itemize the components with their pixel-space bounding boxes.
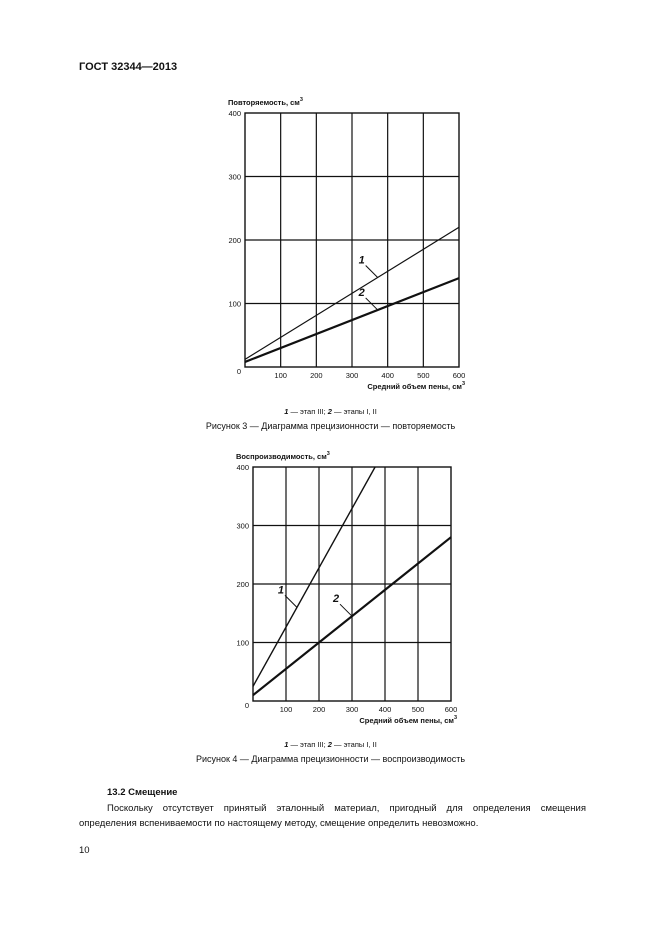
legend-series-2-number: 2 bbox=[327, 407, 332, 416]
origin-label: 0 bbox=[236, 367, 241, 376]
x-tick-label: 500 bbox=[417, 371, 430, 380]
x-tick-label: 400 bbox=[378, 705, 392, 714]
x-tick-label: 500 bbox=[411, 705, 425, 714]
x-tick-label: 200 bbox=[312, 705, 326, 714]
legend-series-1-text: — этап III; bbox=[288, 740, 328, 749]
y-axis-label-text: Воспроизводимость, см bbox=[236, 452, 327, 461]
x-axis-label-superscript: 3 bbox=[461, 381, 465, 387]
y-axis-label bbox=[236, 451, 330, 461]
legend-series-2-number: 2 bbox=[327, 740, 332, 749]
y-axis-label-text: Повторяемость, см bbox=[228, 98, 300, 107]
x-axis-label bbox=[359, 715, 457, 725]
x-tick-label: 100 bbox=[279, 705, 293, 714]
section-paragraph: Поскольку отсутствует принятый эталонный материал, пригодный для определения смещения определения вспениваемости по настоящему методу, смещение определить невозможно. bbox=[79, 803, 586, 829]
legend-series-2-text: — этапы I, II bbox=[331, 740, 377, 749]
legend-series-1-text: — этап III; bbox=[288, 407, 328, 416]
series-label-1: 1 bbox=[358, 254, 365, 267]
x-tick-label: 300 bbox=[345, 371, 359, 380]
x-tick-label: 600 bbox=[444, 705, 458, 714]
series-line-1 bbox=[253, 467, 375, 686]
series-label-2: 2 bbox=[358, 286, 365, 299]
figure-4-legend bbox=[0, 740, 661, 749]
y-axis-label-superscript: 3 bbox=[299, 97, 303, 103]
origin-label: 0 bbox=[244, 701, 249, 710]
section-heading: 13.2 Смещение bbox=[107, 787, 178, 798]
y-tick-label: 400 bbox=[236, 463, 249, 472]
legend-series-2-text: — этапы I, II bbox=[331, 407, 377, 416]
x-tick-label: 300 bbox=[345, 705, 359, 714]
series-label-1: 1 bbox=[277, 584, 285, 597]
legend-series-1-number: 1 bbox=[284, 407, 289, 416]
series-label-2: 2 bbox=[332, 593, 340, 606]
figure-4-caption: Рисунок 4 — Диаграмма прецизионности — воспроизводимость bbox=[195, 754, 466, 764]
y-tick-label: 200 bbox=[236, 580, 249, 589]
page-number: 10 bbox=[79, 845, 90, 856]
y-tick-label: 200 bbox=[228, 236, 241, 245]
figure-3-caption: Рисунок 3 — Диаграмма прецизионности — повторяемость bbox=[205, 421, 456, 431]
y-tick-label: 400 bbox=[228, 109, 241, 118]
y-axis-label-superscript: 3 bbox=[326, 451, 330, 457]
y-tick-label: 300 bbox=[228, 172, 241, 182]
x-axis-label-text: Средний объем пены, см bbox=[367, 382, 462, 391]
y-tick-label: 300 bbox=[236, 521, 249, 531]
y-tick-label: 100 bbox=[228, 299, 241, 309]
series-leader-1 bbox=[285, 595, 297, 607]
y-tick-label: 100 bbox=[236, 638, 249, 648]
x-axis-label-text: Средний объем пены, см bbox=[359, 716, 454, 725]
x-tick-label: 100 bbox=[274, 371, 287, 380]
x-tick-label: 400 bbox=[381, 371, 394, 380]
legend-series-1-number: 1 bbox=[284, 740, 289, 749]
x-tick-label: 200 bbox=[310, 371, 323, 380]
x-tick-label: 600 bbox=[452, 371, 466, 380]
series-leader-2 bbox=[340, 604, 352, 616]
document-header: ГОСТ 32344—2013 bbox=[79, 61, 178, 73]
x-axis-label-superscript: 3 bbox=[453, 715, 457, 721]
